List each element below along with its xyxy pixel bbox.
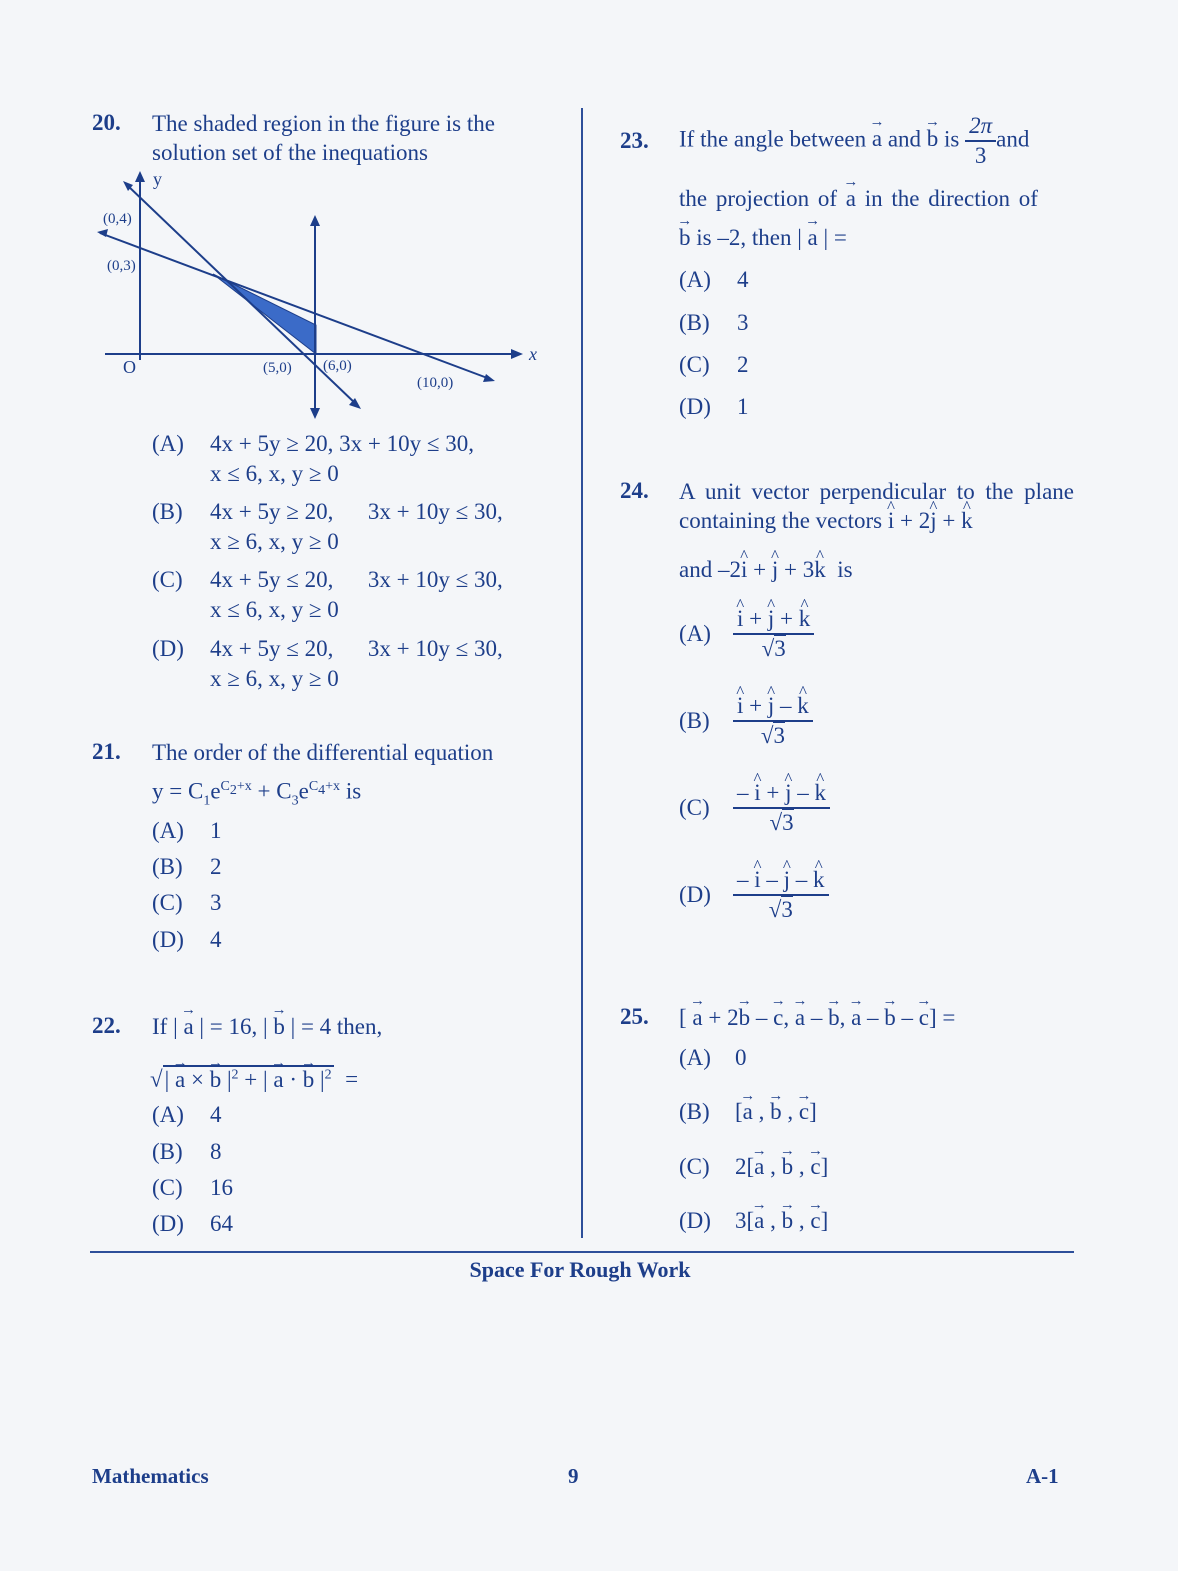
x-axis-arrow [511, 349, 523, 359]
question-number: 25. [620, 1004, 649, 1029]
option-d[interactable]: (D) 1 [679, 394, 749, 419]
question-number: 20. [92, 110, 121, 135]
option-d[interactable]: (D) 4 [152, 927, 222, 952]
option-d-line2: x ≥ 6, x, y ≥ 0 [210, 666, 339, 691]
option-c-line2: x ≤ 6, x, y ≥ 0 [210, 597, 339, 622]
option-b[interactable]: (B) 8 [152, 1139, 222, 1164]
option-b[interactable]: (B) ^ $\frac{i + \^{} j - \^{} k}{√3}$ [679, 692, 813, 750]
question-number: 21. [92, 739, 121, 764]
y-axis-label: y [153, 169, 162, 189]
question-text-line2: the projection of → a in the direction of [679, 184, 1038, 213]
option-d[interactable]: (D) $\frac{- \^{} i - \^{} j - \^{} k}{√3}$ [679, 866, 829, 924]
question-text: If | → a | = 16, | → b | = 4 then, [152, 1012, 382, 1041]
second-vector: and –2^ i + ^ j + 3^ k is [679, 555, 853, 584]
point-0-3-label: (0,3) [107, 258, 136, 274]
option-c[interactable]: (C) 2[→ a , → b , → c] [679, 1153, 828, 1181]
option-a[interactable]: (A) 4x + 5y ≥ 20, 3x + 10y ≤ 30, [152, 431, 474, 456]
page-number: 9 [568, 1464, 579, 1488]
option-c[interactable]: (C) 2 [679, 352, 749, 377]
column-divider [581, 108, 583, 1238]
option-b[interactable]: (B) 4x + 5y ≥ 20, 3x + 10y ≤ 30, [152, 499, 503, 524]
point-10-0-label: (10,0) [417, 375, 454, 391]
question-number: 23. [620, 128, 649, 153]
option-d[interactable]: (D) 64 [152, 1211, 233, 1236]
option-b[interactable]: (B) 2 [152, 854, 222, 879]
question-text-line1: If the angle between → a and → b is $\frac{2\pi}{3}$ and [679, 112, 1029, 170]
option-a[interactable]: (A) 1 [152, 818, 222, 843]
option-a[interactable]: (A) ^ $\frac{i + \^{} j + \^{} k}{√3}$ [679, 605, 814, 663]
option-a[interactable]: (A) 4 [152, 1102, 222, 1127]
booklet-code: A-1 [1026, 1464, 1059, 1488]
y-axis-arrow [135, 171, 145, 182]
question-number: 22. [92, 1013, 121, 1038]
point-5-0-label: (5,0) [263, 360, 292, 376]
origin-label: O [123, 357, 136, 377]
point-0-4-label: (0,4) [103, 211, 132, 227]
line-3x-10y-30 [100, 233, 490, 379]
subject-label: Mathematics [92, 1464, 209, 1488]
option-d[interactable]: (D) 3[→ a , → b , → c] [679, 1207, 828, 1235]
question-number: 24. [620, 478, 649, 503]
option-a[interactable]: (A) 0 [679, 1045, 747, 1070]
option-b[interactable]: (B) [→ a , → b , → c] [679, 1098, 817, 1126]
shaded-region [213, 274, 316, 354]
question-text: The shaded region in the figure is the solution set of the inequations [152, 111, 495, 165]
option-c[interactable]: (C) 16 [152, 1175, 233, 1200]
option-d[interactable]: (D) 4x + 5y ≤ 20, 3x + 10y ≤ 30, [152, 636, 503, 661]
option-b[interactable]: (B) 3 [679, 310, 749, 335]
x-axis-label: x [529, 344, 537, 364]
option-c[interactable]: (C) $\frac{- \^{} i + \^{} j - \^{} k}{√3}$ [679, 779, 830, 837]
option-c[interactable]: (C) 4x + 5y ≤ 20, 3x + 10y ≤ 30, [152, 567, 503, 592]
option-a-line2: x ≤ 6, x, y ≥ 0 [210, 461, 339, 486]
question-text: A unit vector perpendicular to the plane containing the vectors ^ i + 2^ j + ^ k [679, 477, 1074, 535]
magnitude-expression: √| → a × → b $|^2$ + | → a · → b $|^2$ = [150, 1060, 358, 1094]
rough-work-label: Space For Rough Work [469, 1257, 691, 1282]
option-b-line2: x ≥ 6, x, y ≥ 0 [210, 529, 339, 554]
differential-equation: $y = C_1e^{C_2+x} + C_3e^{C_4+x}$ is [152, 778, 362, 809]
point-6-0-label: (6,0) [323, 358, 352, 374]
rough-work-divider [90, 1251, 1074, 1253]
question-text-line3: → b is –2, then | → a | = [679, 223, 847, 252]
box-product-expression: [ → a + 2→ b – → c, → a – → b, → a – → b – → c] = [679, 1003, 955, 1032]
option-c[interactable]: (C) 3 [152, 890, 222, 915]
question-text: The order of the differential equation [152, 740, 494, 765]
option-a[interactable]: (A) 4 [679, 267, 749, 292]
inequality-graph [95, 165, 545, 425]
